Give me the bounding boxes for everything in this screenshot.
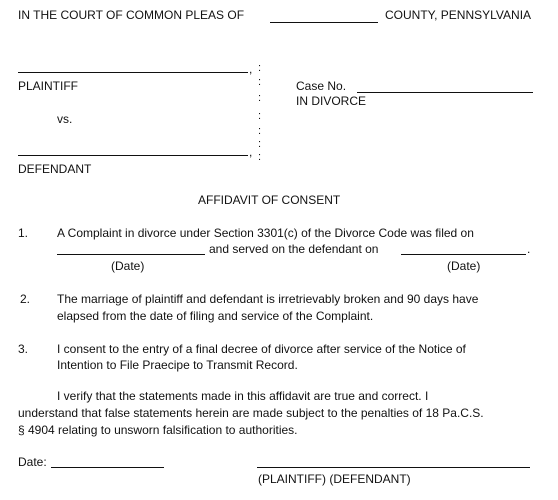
caption-colon: : — [258, 76, 262, 88]
filing-date-caption: (Date) — [111, 259, 145, 273]
plaintiff-name-line — [18, 72, 248, 73]
case-number-label: Case No. — [296, 79, 347, 93]
paragraph-1-period: . — [527, 242, 531, 256]
service-date-caption: (Date) — [447, 259, 481, 273]
court-heading-prefix: IN THE COURT OF COMMON PLEAS OF — [18, 8, 245, 22]
filing-date-line — [57, 254, 205, 255]
verification-line-2: understand that false statements herein are made subject to the penalties of 18 Pa.C.S. — [18, 406, 484, 420]
caption-colon: : — [258, 92, 262, 104]
in-divorce-label: IN DIVORCE — [296, 94, 367, 108]
verification-line-3: § 4904 relating to unsworn falsification to authorities. — [18, 423, 298, 437]
paragraph-1-number: 1. — [18, 226, 29, 240]
caption-colon: : — [258, 62, 262, 74]
defendant-label: DEFENDANT — [18, 162, 92, 176]
caption-colon: : — [258, 110, 262, 122]
court-heading-suffix: COUNTY, PENNSYLVANIA — [385, 8, 532, 22]
paragraph-1-line-2: and served on the defendant on — [209, 242, 379, 256]
plaintiff-comma: , — [249, 62, 253, 76]
paragraph-1-line-1: A Complaint in divorce under Section 3301(c) of the Divorce Code was filed on — [57, 226, 474, 240]
document-title: AFFIDAVIT OF CONSENT — [198, 193, 341, 207]
case-number-line — [357, 92, 533, 93]
defendant-name-line — [18, 155, 248, 156]
defendant-comma: , — [249, 145, 253, 159]
vs-label: vs. — [57, 112, 73, 126]
paragraph-2-number: 2. — [20, 292, 31, 306]
verification-line-1: I verify that the statements made in this affidavit are true and correct. I — [57, 389, 429, 403]
paragraph-2-line-1: The marriage of plaintiff and defendant is irretrievably broken and 90 days have — [57, 292, 479, 306]
plaintiff-label: PLAINTIFF — [18, 79, 79, 93]
service-date-line — [401, 254, 526, 255]
date-label: Date: — [18, 455, 47, 469]
date-signature-line — [51, 467, 164, 468]
county-blank-line — [270, 22, 378, 23]
caption-colon: : — [258, 151, 262, 163]
paragraph-3-number: 3. — [18, 342, 29, 356]
signature-line — [257, 467, 530, 468]
caption-colon: : — [258, 125, 262, 137]
paragraph-3-line-1: I consent to the entry of a final decree of divorce after service of the Notice of — [57, 342, 466, 356]
paragraph-3-line-2: Intention to File Praecipe to Transmit Record. — [57, 358, 298, 372]
signature-label: (PLAINTIFF) (DEFENDANT) — [258, 472, 411, 486]
paragraph-2-line-2: elapsed from the date of filing and service of the Complaint. — [57, 309, 374, 323]
caption-colon: : — [258, 138, 262, 150]
